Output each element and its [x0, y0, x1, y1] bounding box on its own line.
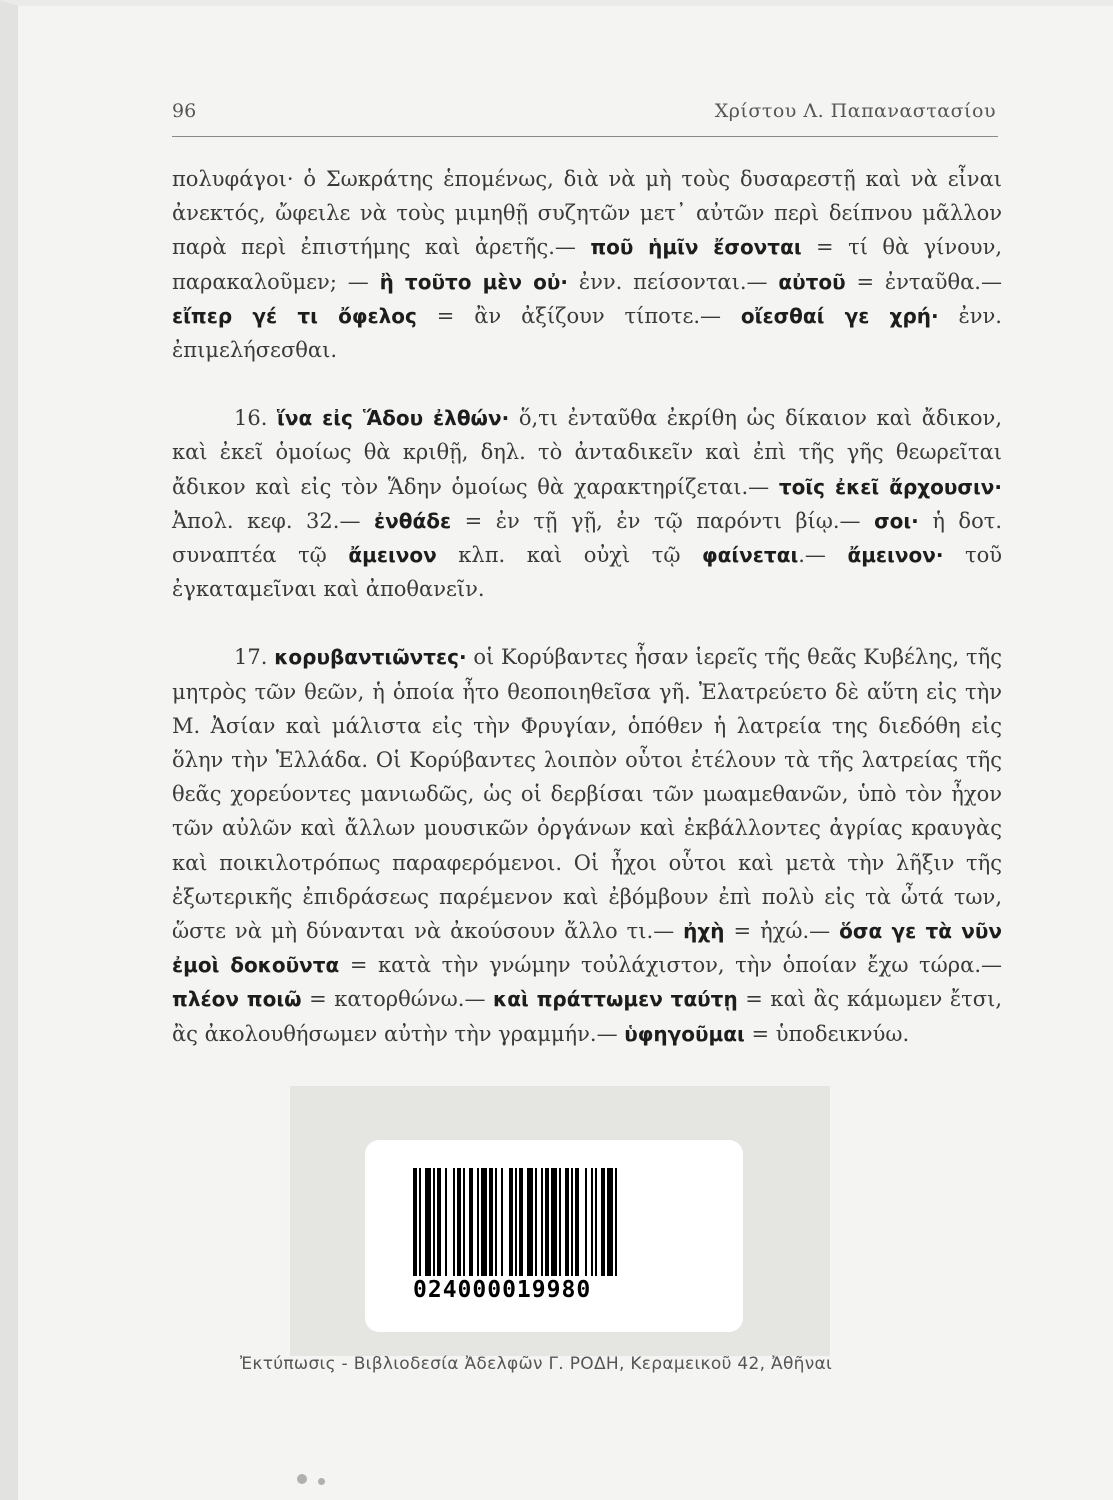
barcode-bar	[425, 1168, 431, 1276]
page-header	[172, 100, 996, 130]
barcode-bar	[515, 1168, 517, 1276]
barcode-bar	[419, 1168, 421, 1276]
barcode-bar	[509, 1168, 513, 1276]
page-stain	[318, 1478, 325, 1485]
note-16-text: 16. ἵνα εἰς Ἅδου ἐλθών· ὅ,τι ἐνταῦθα ἐκρίθη ὡς δίκαιον καὶ ἄδικον, καὶ ἐκεῖ ὁμοίως θὰ κριθῇ, δηλ. τὸ ἀνταδικεῖν καὶ ἐπὶ τῆς γῆς θεωρεῖται ἄδικον καὶ εἰς τὸν Ἅδην ὁμοίως θὰ χαρακτηρίζεται.— τοῖς ἐκεῖ ἄρχουσιν· Ἀπολ. κεφ. 32.— ἐνθάδε = ἐν τῇ γῇ, ἐν τῷ παρόντι βίῳ.— σοι· ἡ δοτ. συναπτέα τῷ ἄμεινον κλπ. καὶ οὐχὶ τῷ φαίνεται.— ἄμεινον· τοῦ ἐγκαταμεῖναι καὶ ἀποθανεῖν.	[172, 406, 1003, 602]
barcode-bar	[463, 1168, 465, 1276]
printer-imprint: Ἐκτύπωσις - Βιβλιοδεσία Ἀδελφῶν Γ. ΡΟΔΗ, Κεραμεικοῦ 42, Ἀθῆναι	[240, 1354, 833, 1374]
barcode-bar	[545, 1168, 549, 1276]
barcode-bar	[469, 1168, 473, 1276]
header-rule	[172, 136, 998, 137]
barcode-bar	[559, 1168, 561, 1276]
barcode-bar	[541, 1168, 543, 1276]
running-head: Χρίστου Λ. Παπαναστασίου	[714, 100, 996, 122]
barcode-number: 024000019980	[413, 1277, 673, 1305]
note-17-text: 17. κορυβαντιῶντες· οἱ Κορύβαντες ἦσαν ἱερεῖς τῆς θεᾶς Κυβέλης, τῆς μητρὸς τῶν θεῶν, ἡ ὁποία ἦτο θεοποιηθεῖσα γῆ. Ἐλατρεύετο δὲ αὕτη εἰς τὴν Μ. Ἀσίαν καὶ μάλιστα εἰς τὴν Φρυγίαν, ὁπόθεν ἡ λατρεία της διεδόθη εἰς ὅλην τὴν Ἑλλάδα. Οἱ Κορύβαντες λοιπὸν οὗτοι ἐτέλουν τὰ τῆς λατρείας τῆς θεᾶς χορεύοντες μανιωδῶς, ὡς οἱ δερβίσαι τῶν μωαμεθανῶν, ὑπὸ τὸν ἦχον τῶν αὐλῶν καὶ ἄλλων μουσικῶν ὀργάνων καὶ ἐκβάλλοντες ἀγρίας κραυγὰς καὶ ποικιλοτρόπως παραφερόμενοι. Οἱ ἦχοι οὗτοι καὶ μετὰ τὴν λῆξιν τῆς ἐξωτερικῆς ἐπιδράσεως παρέμενον καὶ ἐβόμβουν ἐπὶ πολὺ εἰς τὰ ὦτά των, ὥστε νὰ μὴ δύνανται νὰ ἀκούσουν ἄλλο τι.— ἠχὴ = ἠχώ.— ὅσα γε τὰ νῦν ἐμοὶ δοκοῦντα = κατὰ τὴν γνώμην τοὐλάχιστον, τὴν ὁποίαν ἔχω τώρα.— πλέον ποιῶ = κατορθώνω.— καὶ πράττωμεν ταύτῃ = καὶ ἂς κάμωμεν ἔτσι, ἂς ἀκολουθήσωμεν αὐτὴν τὴν γραμμήν.— ὑφηγοῦμαι = ὑποδεικνύω.	[172, 645, 1002, 1046]
barcode-bar	[591, 1168, 593, 1276]
barcode-bar	[477, 1168, 479, 1276]
barcode-bar	[433, 1168, 435, 1276]
paragraph-continuation: πολυφάγοι· ὁ Σωκράτης ἑπομένως, διὰ νὰ μὴ τοὺς δυσαρεστῇ καὶ νὰ εἶναι ἀνεκτός, ὤφειλε νὰ τοὺς μιμηθῇ συζητῶν μετ᾽ αὐτῶν περὶ δείπνου μᾶλλον παρὰ περὶ ἐπιστήμης καὶ ἀρετῆς.— ποῦ ἡμῖν ἔσονται = τί θὰ γίνουν, παρακαλοῦμεν; — ἢ τοῦτο μὲν οὐ· ἐνν. πείσονται.— αὐτοῦ = ἐνταῦθα.— εἴπερ γέ τι ὄφελος = ἂν ἀξίζουν τίποτε.— οἴεσθαί γε χρή· ἐνν. ἐπιμελήσεσθαι.	[172, 167, 1003, 363]
barcode-bar	[615, 1168, 617, 1276]
barcode-bar	[501, 1168, 503, 1276]
barcode-bar	[595, 1168, 597, 1276]
barcode-bar	[453, 1168, 455, 1276]
barcode-bar	[607, 1168, 613, 1276]
barcode-bar	[457, 1168, 461, 1276]
barcode-bar	[519, 1168, 523, 1276]
paragraph-note-16	[172, 401, 1002, 606]
barcode-bar	[585, 1168, 587, 1276]
barcode-bar	[575, 1168, 579, 1276]
barcode-bar	[527, 1168, 533, 1276]
barcode-bar	[601, 1168, 605, 1276]
barcode-bar	[535, 1168, 537, 1276]
paragraph-note-17	[172, 640, 1002, 1050]
barcode-bar	[551, 1168, 557, 1276]
page-number: 96	[172, 100, 197, 122]
barcode-bar	[565, 1168, 569, 1276]
barcode-bar	[481, 1168, 487, 1276]
barcode-label	[365, 1140, 743, 1332]
barcode-bar	[489, 1168, 493, 1276]
barcode-bar	[445, 1168, 447, 1276]
barcode-bar	[437, 1168, 441, 1276]
page-stain	[297, 1474, 307, 1484]
barcode-bar	[495, 1168, 497, 1276]
barcode-bar	[571, 1168, 573, 1276]
body-text	[172, 162, 1002, 1051]
barcode-bar	[413, 1168, 417, 1276]
barcode-bars	[413, 1168, 693, 1276]
